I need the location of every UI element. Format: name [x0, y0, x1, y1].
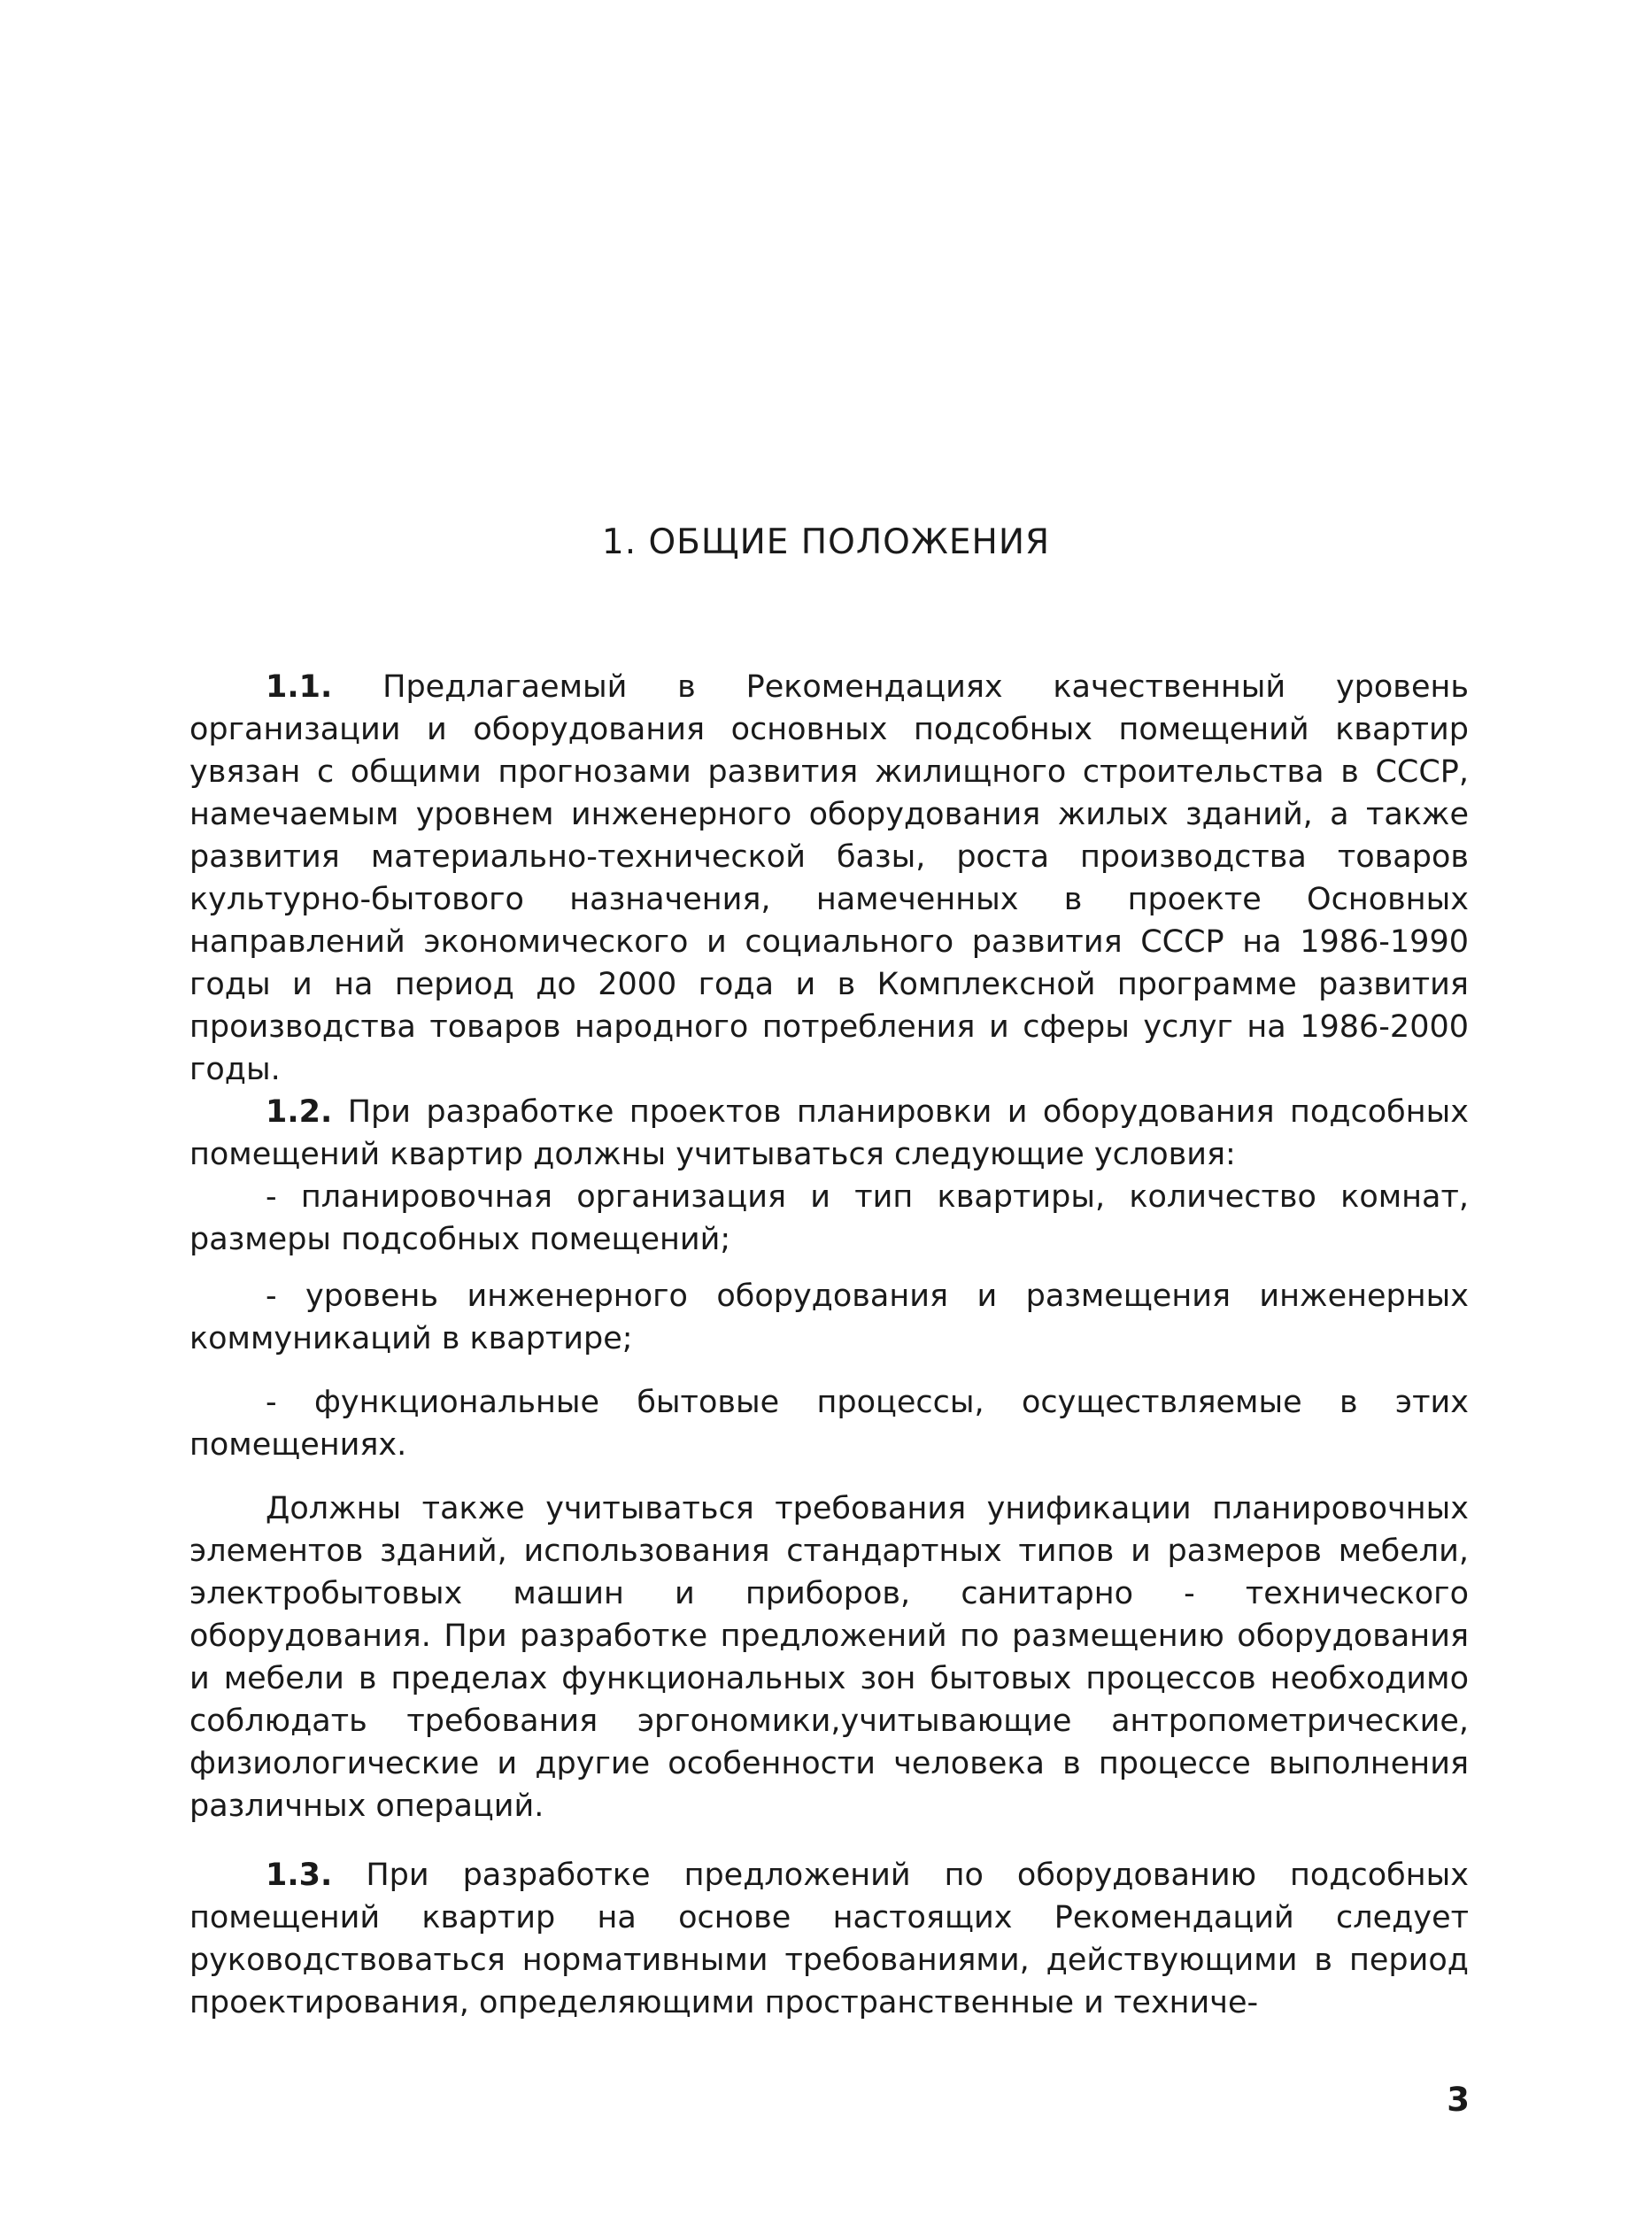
section-heading: 1. ОБЩИЕ ПОЛОЖЕНИЯ — [601, 522, 1051, 562]
paragraph-number: 1.1. — [266, 669, 333, 705]
paragraph-1-2 — [189, 1091, 1469, 1176]
paragraph-text: При разработке предложений по оборудованию подсобных помещений квартир на основе настоящих Рекомендаций следует руководствоваться нормативными требованиями, действующими в период проектирования, определяющими пространственные и техниче- — [189, 1858, 1469, 2020]
paragraph-1-1 — [189, 666, 1469, 1091]
paragraph-text: При разработке проектов планировки и оборудования подсобных помещений квартир должны учитываться следующие условия: — [189, 1094, 1469, 1172]
list-item-text: - функциональные бытовые процессы, осуществляемые в этих помещениях. — [189, 1385, 1469, 1463]
list-item-planning — [189, 1176, 1469, 1261]
list-item-engineering — [189, 1275, 1469, 1360]
list-item-processes — [189, 1381, 1469, 1466]
paragraph-text: Должны также учитываться требования унификации планировочных элементов зданий, использования стандартных типов и размеров мебели, электробытовых машин и приборов, санитарно - технического оборудования. При разработке предложений по размещению оборудования и мебели в пределах функциональных зон бытовых процессов необходимо соблюдать требования эргономики,учитывающие антропометрические, физиологические и другие особенности человека в процессе выполнения различных операций. — [189, 1491, 1469, 1824]
paragraph-requirements — [189, 1487, 1469, 1827]
paragraph-text: Предлагаемый в Рекомендациях качественный уровень организации и оборудования основных подсобных помещений квартир увязан с общими прогнозами развития жилищного строительства в СССР, намечаемым уровнем инженерного оборудования жилых зданий, а также развития материально-технической базы, роста производства товаров культурно-бытового назначения, намеченных в проекте Основных направлений экономического и социального развития СССР на 1986-1990 годы и на период до 2000 года и в Комплексной программе развития производства товаров народного потребления и сферы услуг на 1986-2000 годы. — [189, 669, 1469, 1087]
body-text — [189, 666, 1469, 2024]
paragraph-number: 1.2. — [266, 1094, 333, 1130]
paragraph-1-3 — [189, 1854, 1469, 2024]
list-item-text: - уровень инженерного оборудования и размещения инженерных коммуникаций в квартире; — [189, 1278, 1469, 1356]
paragraph-number: 1.3. — [266, 1858, 333, 1893]
list-item-text: - планировочная организация и тип квартиры, количество комнат, размеры подсобных помещений; — [189, 1179, 1469, 1257]
page-number: 3 — [1447, 2081, 1470, 2119]
